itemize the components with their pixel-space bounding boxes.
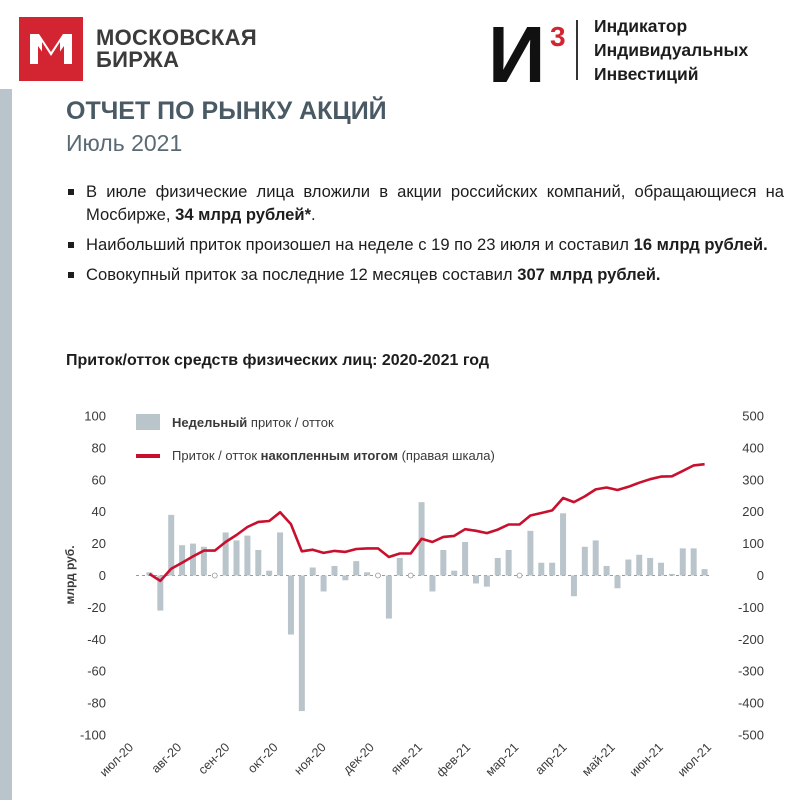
y-tick-label: -80 [87, 695, 106, 711]
brand-line-1: МОСКОВСКАЯ [96, 25, 257, 50]
y-tick-label: 40 [91, 504, 106, 520]
bar [342, 576, 348, 581]
indicator-line-3: Инвестиций [594, 64, 699, 84]
bullet-text: Наибольший приток произошел на неделе с 19 по 23 июля и составил [86, 235, 634, 254]
bar [625, 560, 631, 576]
bar-zero-marker [408, 573, 413, 578]
x-tick-label: сен-20 [195, 740, 233, 778]
x-tick-label: мар-21 [482, 740, 522, 779]
indicator-line-2: Индивидуальных [594, 40, 749, 60]
bar-zero-marker [212, 573, 217, 578]
x-tick-label: май-21 [579, 740, 618, 779]
bar [473, 576, 479, 584]
x-tick-label: апр-21 [532, 740, 570, 778]
bar [614, 576, 620, 589]
brand-name [96, 27, 257, 71]
bar [234, 540, 240, 575]
bullet-item [66, 233, 784, 256]
bar [386, 576, 392, 619]
y2-tick-label: 400 [742, 440, 764, 456]
y-tick-label: 80 [91, 440, 106, 456]
x-tick-label: ноя-20 [291, 740, 329, 778]
y-tick-label: -60 [87, 663, 106, 679]
cumulative-line [149, 464, 704, 581]
y2-tick-label: 100 [742, 536, 764, 552]
svg-text:3: 3 [550, 21, 566, 52]
bar [190, 544, 196, 576]
y2-tick-label: -300 [737, 663, 764, 679]
bar [560, 513, 566, 575]
bullet-tail: . [311, 205, 316, 224]
y2-tick-label: 0 [756, 568, 764, 583]
bar [451, 571, 457, 576]
indicator-title [594, 14, 748, 86]
summary-bullets [66, 180, 784, 293]
y-tick-label: 0 [98, 568, 106, 583]
bar [397, 558, 403, 576]
legend-line-label: Приток / отток накопленным итогом (правая шкала) [172, 448, 495, 463]
bar [462, 542, 468, 575]
bar [549, 563, 555, 576]
bar [680, 548, 686, 575]
bar [440, 550, 446, 576]
bullet-highlight: 34 млрд рублей* [175, 205, 312, 224]
bar [702, 569, 708, 575]
bar [353, 561, 359, 575]
y-axis-label: млрд руб. [63, 545, 77, 605]
y-tick-label: 20 [91, 536, 106, 552]
y-tick-label: 60 [91, 472, 106, 488]
bullet-item [66, 180, 784, 226]
legend-bar-swatch [136, 414, 160, 430]
bar [582, 547, 588, 576]
moex-logo-icon [19, 17, 83, 81]
y2-tick-label: 300 [742, 472, 764, 488]
bar [506, 550, 512, 576]
bar [527, 531, 533, 576]
x-tick-label: дек-20 [340, 740, 377, 777]
bar [223, 532, 229, 575]
report-title: ОТЧЕТ ПО РЫНКУ АКЦИЙ [66, 97, 387, 125]
bar [495, 558, 501, 576]
bar [331, 566, 337, 576]
y-tick-label: -100 [79, 727, 106, 743]
bar [636, 555, 642, 576]
bullet-highlight: 16 млрд рублей. [633, 235, 768, 254]
x-tick-label: июл-21 [674, 740, 715, 780]
y2-tick-label: -400 [737, 695, 764, 711]
bullet-item [66, 263, 784, 286]
y-tick-label: -40 [87, 631, 106, 647]
bar [647, 558, 653, 576]
report-subtitle: Июль 2021 [66, 130, 183, 156]
bar [364, 572, 370, 575]
bar-zero-marker [376, 573, 381, 578]
bullet-text: Совокупный приток за последние 12 месяцев составил [86, 265, 518, 284]
y2-tick-label: -200 [737, 631, 764, 647]
indicator-logo-icon [488, 14, 578, 84]
x-tick-label: июл-20 [96, 740, 137, 780]
bar [299, 576, 305, 712]
bar [669, 574, 675, 576]
y2-tick-label: -500 [737, 727, 764, 743]
bar [255, 550, 261, 576]
bar [244, 536, 250, 576]
y-tick-label: 100 [84, 408, 106, 424]
x-tick-label: июн-21 [626, 740, 666, 780]
x-tick-label: авг-20 [148, 740, 185, 776]
chart-title: Приток/отток средств физических лиц: 2020-2021 год [66, 352, 489, 369]
indicator-line-1: Индикатор [594, 16, 688, 36]
bar [484, 576, 490, 587]
brand-line-2: БИРЖА [96, 47, 180, 72]
y2-tick-label: -100 [737, 599, 764, 615]
bar [658, 563, 664, 576]
y2-tick-label: 200 [742, 504, 764, 520]
legend-bar-label: Недельный приток / отток [172, 415, 334, 430]
x-tick-label: фев-21 [433, 740, 474, 780]
bar [310, 568, 316, 576]
bar [321, 576, 327, 592]
x-tick-label: окт-20 [245, 740, 281, 776]
bar [266, 571, 272, 576]
y-tick-label: -20 [87, 599, 106, 615]
bar [288, 576, 294, 635]
bar [593, 540, 599, 575]
y2-tick-label: 500 [742, 408, 764, 424]
flows-chart [0, 380, 789, 800]
indicator-logo-text: И [488, 14, 546, 84]
bar [277, 532, 283, 575]
bar [571, 576, 577, 597]
bullet-highlight: 307 млрд рублей. [517, 265, 661, 284]
bar-zero-marker [517, 573, 522, 578]
bullet-text: В июле физические лица вложили в акции российских компаний, обращающиеся на Мосбирже, [86, 182, 784, 224]
bar [604, 566, 610, 576]
x-tick-label: янв-21 [388, 740, 426, 778]
bar [538, 563, 544, 576]
bar [429, 576, 435, 592]
bar [691, 548, 697, 575]
